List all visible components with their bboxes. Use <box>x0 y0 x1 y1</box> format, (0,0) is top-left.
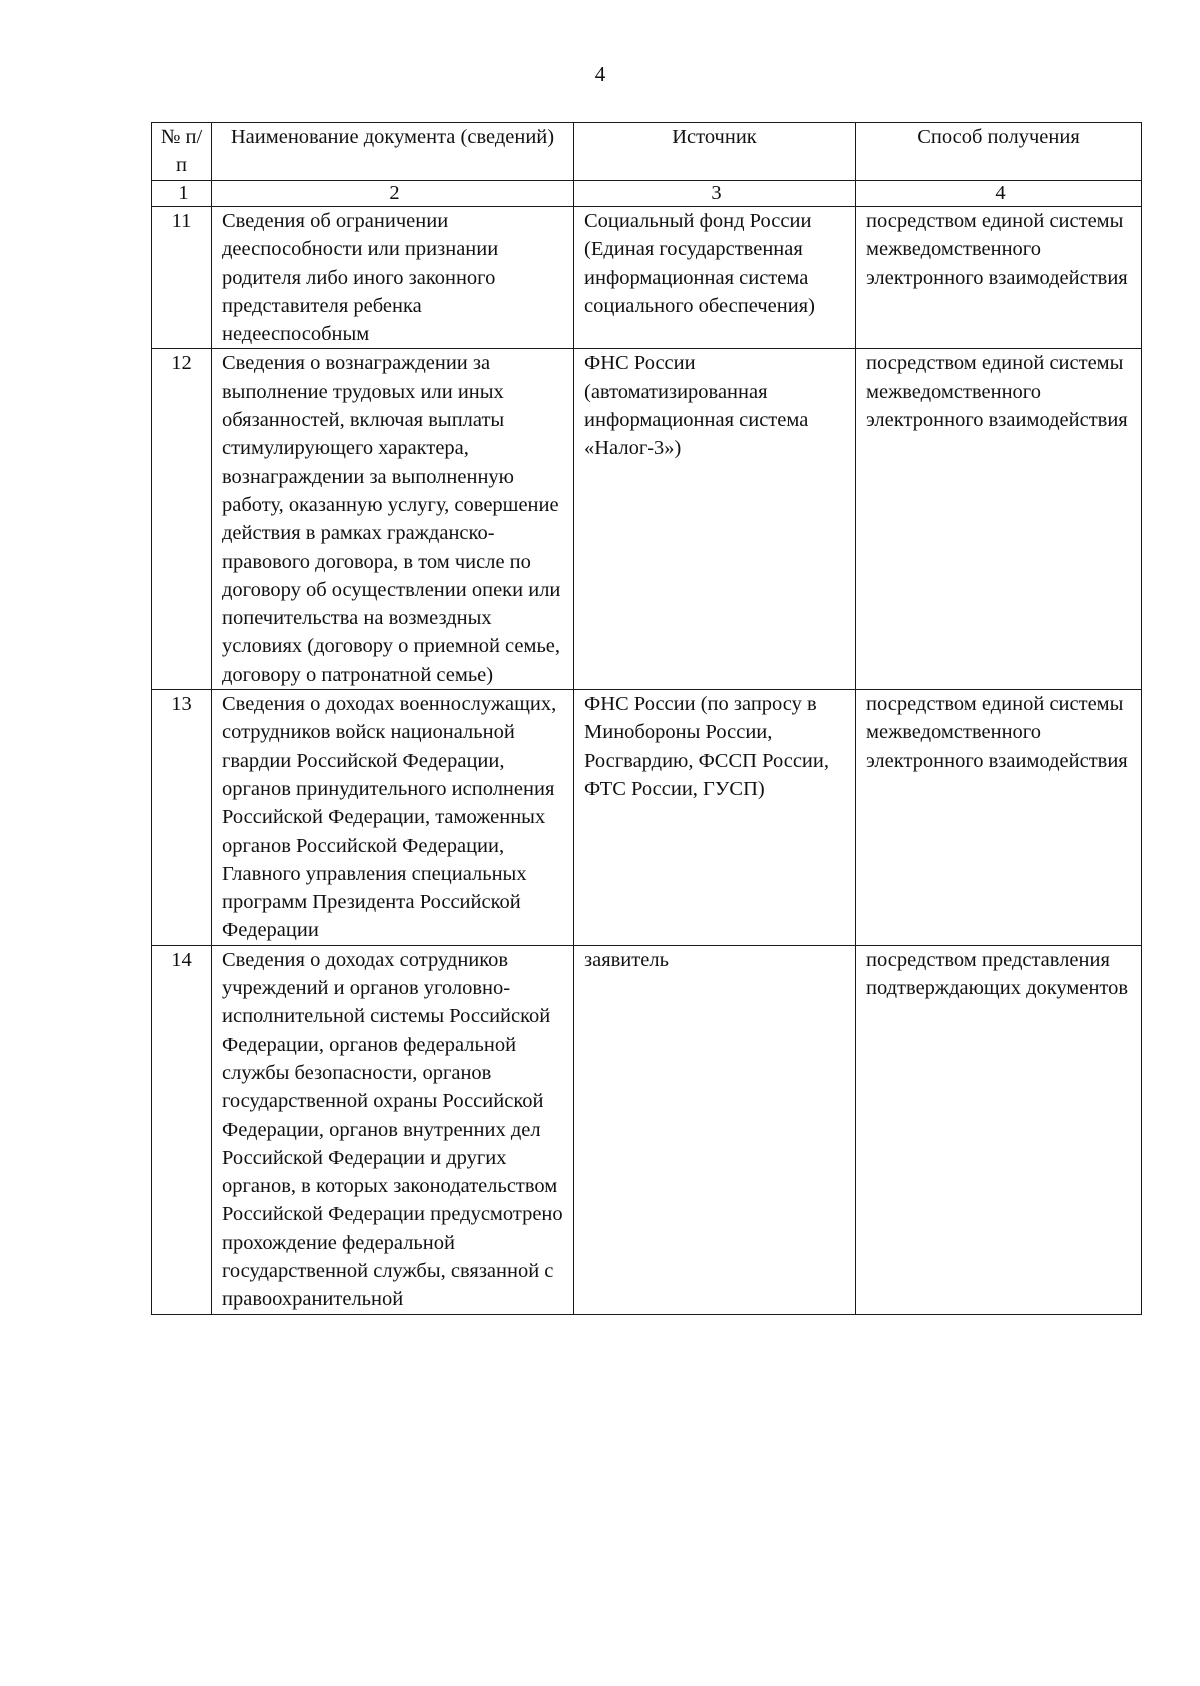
document-source: ФНС России (автоматизированная информационная система «Налог-3») <box>574 349 856 690</box>
header-num: № п/п <box>152 123 212 181</box>
table-row <box>152 945 1142 1314</box>
column-number: 4 <box>856 181 1142 207</box>
column-number: 3 <box>574 181 856 207</box>
document-name: Сведения о доходах сотрудников учреждений и органов уголовно-исполнительной системы Российской Федерации, органов федеральной службы безопасности, органов государственной охраны Российской Федерации, органов внутренних дел Российской Федерации и других органов, в которых законодательством Российской Федерации предусмотрено прохождение федеральной государственной службы, связанной с правоохранительной <box>212 945 574 1314</box>
table-header-row <box>152 123 1142 181</box>
obtain-method: посредством единой системы межведомственного электронного взаимодействия <box>856 207 1142 349</box>
header-method: Способ получения <box>856 123 1142 181</box>
row-number: 11 <box>152 207 212 349</box>
row-number: 12 <box>152 349 212 690</box>
document-name: Сведения о доходах военнослужащих, сотрудников войск национальной гвардии Российской Федерации, органов принудительного исполнения Российской Федерации, таможенных органов Российской Федерации, Главного управления специальных программ Президента Российской Федерации <box>212 690 574 946</box>
page-number: 4 <box>594 62 606 86</box>
header-source: Источник <box>574 123 856 181</box>
document-source: ФНС России (по запросу в Минобороны России, Росгвардию, ФССП России, ФТС России, ГУСП) <box>574 690 856 946</box>
obtain-method: посредством единой системы межведомственного электронного взаимодействия <box>856 349 1142 690</box>
column-number: 2 <box>212 181 574 207</box>
table-row <box>152 349 1142 690</box>
document-name: Сведения о вознаграждении за выполнение трудовых или иных обязанностей, включая выплаты стимулирующего характера, вознаграждении за выполненную работу, оказанную услугу, совершение действия в рамках гражданско-правового договора, в том числе по договору об осуществлении опеки или попечительства на возмездных условиях (договору о приемной семье, договору о патронатной семье) <box>212 349 574 690</box>
obtain-method: посредством представления подтверждающих документов <box>856 945 1142 1314</box>
row-number: 13 <box>152 690 212 946</box>
document-source: Социальный фонд России (Единая государственная информационная система социального обеспечения) <box>574 207 856 349</box>
column-number: 1 <box>152 181 212 207</box>
row-number: 14 <box>152 945 212 1314</box>
documents-table <box>151 122 1142 1315</box>
column-numbers-row <box>152 181 1142 207</box>
document-source: заявитель <box>574 945 856 1314</box>
header-document-name: Наименование документа (сведений) <box>212 123 574 181</box>
obtain-method: посредством единой системы межведомственного электронного взаимодействия <box>856 690 1142 946</box>
document-name: Сведения об ограничении дееспособности или признании родителя либо иного законного представителя ребенка недееспособным <box>212 207 574 349</box>
table-row <box>152 207 1142 349</box>
table-row <box>152 690 1142 946</box>
